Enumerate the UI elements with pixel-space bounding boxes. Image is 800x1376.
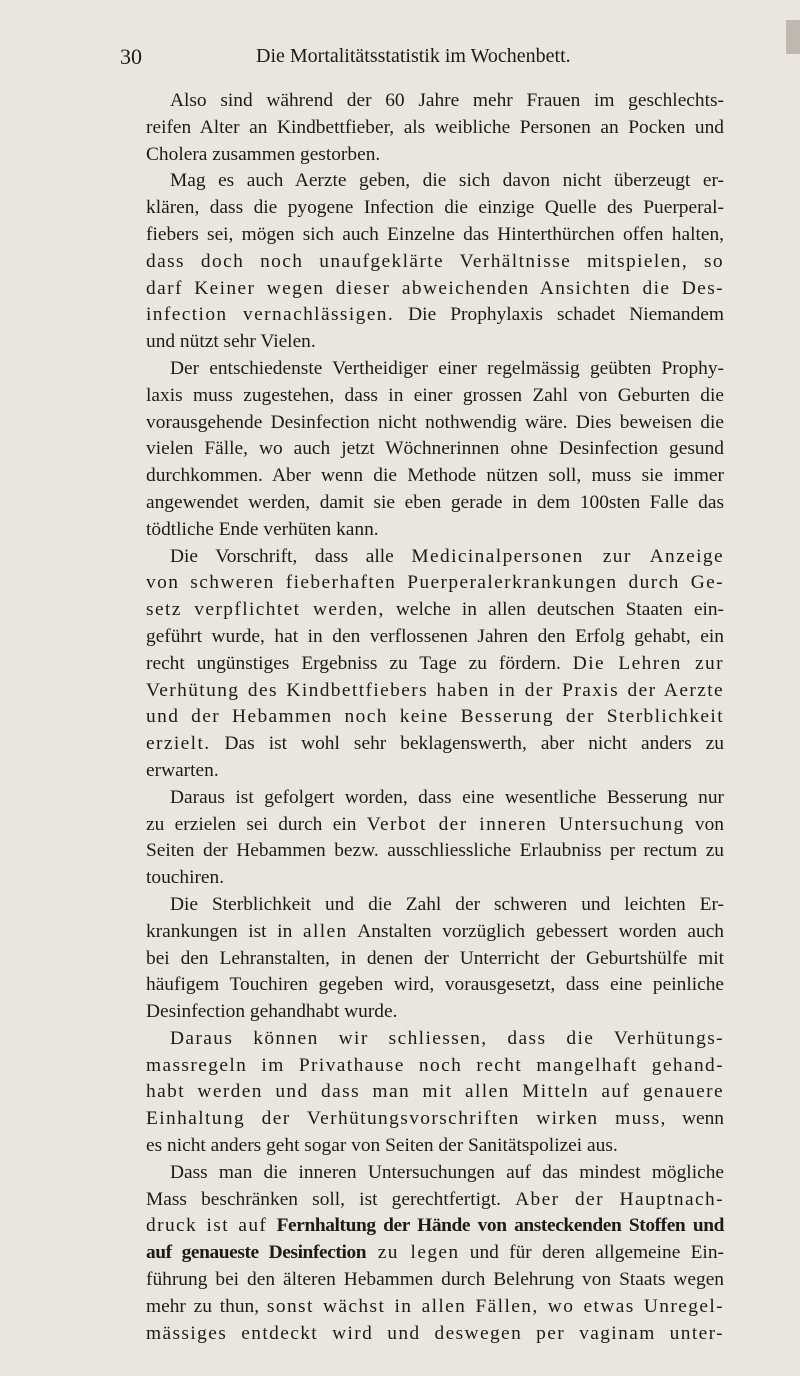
text-segment: touchiren. xyxy=(146,867,225,889)
text-line xyxy=(146,463,724,490)
text-line xyxy=(146,410,724,437)
text-segment: Verbot der inneren Untersuchung xyxy=(366,813,685,835)
text-segment: krankungen ist in xyxy=(146,920,303,942)
text-segment: laxis muss zugestehen, dass in einer grossen Zahl von Geburten die xyxy=(146,384,724,406)
text-line xyxy=(146,544,724,571)
text-segment: vorausgehende Desinfection nicht nothwendig wäre. Dies beweisen die xyxy=(146,411,724,433)
text-segment: mässiges entdeckt wird und deswegen per vaginam unter- xyxy=(146,1322,724,1344)
text-line xyxy=(146,570,724,597)
text-segment: Desinfection gehandhabt wurde. xyxy=(146,1001,398,1023)
text-line xyxy=(146,356,724,383)
text-line xyxy=(146,1160,724,1187)
text-segment: infection vernachlässigen. xyxy=(146,304,395,326)
text-segment: Fernhaltung der Hände von ansteckenden Stoffen und xyxy=(276,1215,724,1237)
text-segment: mehr zu thun, xyxy=(146,1295,267,1317)
text-segment: Mass beschränken soll, ist gerechtfertigt. xyxy=(146,1188,516,1210)
text-line xyxy=(146,1321,724,1348)
text-segment: druck ist auf xyxy=(146,1215,277,1237)
text-line xyxy=(146,517,724,544)
text-line xyxy=(146,222,724,249)
text-segment: Aber der Hauptnach- xyxy=(515,1188,724,1210)
text-segment: es nicht anders geht sogar von Seiten der Sanitätspolizei aus. xyxy=(146,1135,618,1157)
text-segment: geführt wurde, hat in den verflossenen Jahren den Erfolg gehabt, ein xyxy=(146,625,724,647)
text-line xyxy=(146,490,724,517)
text-line xyxy=(146,1240,724,1267)
text-segment: von schweren fieberhaften Puerperalerkrankungen durch Ge- xyxy=(146,572,724,594)
text-segment: Das ist wohl sehr beklagenswerth, aber nicht anders zu xyxy=(210,733,724,755)
text-line xyxy=(146,785,724,812)
text-line xyxy=(146,142,724,169)
text-segment: Die Vorschrift, dass alle xyxy=(170,545,412,567)
text-segment: zu legen xyxy=(366,1242,460,1264)
text-segment: durchkommen. Aber wenn die Methode nützen soll, muss sie immer xyxy=(146,465,724,487)
text-line xyxy=(146,731,724,758)
text-segment: darf Keiner wegen dieser abweichenden Ansichten die Des- xyxy=(146,277,724,299)
text-segment: fiebers sei, mögen sich auch Einzelne das Hinterthürchen offen halten, xyxy=(146,223,724,245)
text-segment: Seiten der Hebammen bezw. ausschliessliche Erlaubniss per rectum zu xyxy=(146,840,724,862)
text-segment: Also sind während der 60 Jahre mehr Frauen im geschlechts- xyxy=(170,90,724,111)
text-segment: reifen Alter an Kindbettfieber, als weibliche Personen an Pocken und xyxy=(146,116,724,138)
text-segment: setz verpflichtet werden, xyxy=(146,599,385,621)
text-line xyxy=(146,865,724,892)
body-text xyxy=(146,88,724,1347)
text-segment: dass doch noch unaufgeklärte Verhältnisse mitspielen, so xyxy=(146,250,724,272)
text-segment: recht ungünstiges Ergebniss zu Tage zu fördern. xyxy=(146,652,573,674)
text-line xyxy=(146,302,724,329)
text-line xyxy=(146,1187,724,1214)
text-line xyxy=(146,249,724,276)
text-segment: Cholera zusammen gestorben. xyxy=(146,143,381,165)
text-line xyxy=(146,972,724,999)
text-segment: welche in allen deutschen Staaten ein- xyxy=(384,599,724,621)
text-line xyxy=(146,758,724,785)
text-segment: Einhaltung der Verhütungsvorschriften wirken muss, xyxy=(146,1108,667,1130)
text-line xyxy=(146,195,724,222)
text-segment: Anstalten vorzüglich gebessert worden auch xyxy=(347,920,725,942)
text-segment: und der Hebammen noch keine Besserung der Sterblichkeit xyxy=(146,706,724,728)
text-segment: Medicinalpersonen zur Anzeige xyxy=(411,545,724,567)
text-line xyxy=(146,919,724,946)
text-segment: und für deren allgemeine Ein- xyxy=(459,1242,724,1264)
text-line xyxy=(146,1133,724,1160)
text-line xyxy=(146,597,724,624)
text-segment: wenn xyxy=(666,1108,724,1130)
text-line xyxy=(146,624,724,651)
text-segment: tödtliche Ende verhüten kann. xyxy=(146,518,379,540)
text-line xyxy=(146,276,724,303)
text-segment: Daraus ist gefolgert worden, dass eine wesentliche Besserung nur xyxy=(170,786,724,808)
text-segment: habt werden und dass man mit allen Mitteln auf genauere xyxy=(146,1081,724,1103)
text-line xyxy=(146,946,724,973)
text-segment: auf genaueste Desinfection xyxy=(146,1242,367,1264)
text-segment: Daraus können wir schliessen, dass die Verhütungs- xyxy=(170,1027,724,1049)
text-segment: angewendet werden, damit sie eben gerade in dem 100sten Falle das xyxy=(146,491,724,513)
text-segment: zu erzielen sei durch ein xyxy=(146,813,367,835)
text-segment: vielen Fälle, wo auch jetzt Wöchnerinnen ohne Desinfection gesund xyxy=(146,438,724,460)
text-line xyxy=(146,1053,724,1080)
text-segment: Mag es auch Aerzte geben, die sich davon nicht überzeugt er- xyxy=(170,170,724,192)
text-segment: führung bei den älteren Hebammen durch Belehrung von Staats wegen xyxy=(146,1269,724,1291)
text-line xyxy=(146,1079,724,1106)
text-line xyxy=(146,1106,724,1133)
text-line xyxy=(146,1294,724,1321)
text-line xyxy=(146,168,724,195)
page-number: 30 xyxy=(120,44,142,69)
text-line xyxy=(146,678,724,705)
text-segment: Dass man die inneren Untersuchungen auf das mindest mögliche xyxy=(170,1161,724,1183)
text-line xyxy=(146,1026,724,1053)
text-segment: sonst wächst in allen Fällen, wo etwas Unregel- xyxy=(266,1295,724,1317)
text-segment: Die Lehren zur xyxy=(572,652,724,674)
text-line xyxy=(146,1213,724,1240)
text-line xyxy=(146,812,724,839)
text-segment: erzielt. xyxy=(146,733,211,755)
text-segment: und nützt sehr Vielen. xyxy=(146,331,316,353)
text-segment: Die Sterblichkeit und die Zahl der schweren und leichten Er- xyxy=(170,893,724,915)
text-line xyxy=(146,838,724,865)
text-segment: Der entschiedenste Vertheidiger einer regelmässig geübten Prophy- xyxy=(170,357,724,379)
text-segment: Die Prophylaxis schadet Niemandem xyxy=(394,304,724,326)
text-line xyxy=(146,999,724,1026)
text-segment: allen xyxy=(302,920,348,942)
text-line xyxy=(146,88,724,115)
text-line xyxy=(146,704,724,731)
page-edge-shadow xyxy=(786,20,800,54)
text-line xyxy=(146,892,724,919)
text-segment: Verhütung des Kindbettfiebers haben in der Praxis der Aerzte xyxy=(146,679,724,701)
text-segment: von xyxy=(684,813,724,835)
page-header xyxy=(120,44,740,74)
text-segment: erwarten. xyxy=(146,759,219,781)
text-segment: klären, dass die pyogene Infection die einzige Quelle des Puerperal- xyxy=(146,197,724,219)
running-title: Die Mortalitätsstatistik im Wochenbett. xyxy=(256,45,571,67)
text-line xyxy=(146,1267,724,1294)
text-segment: massregeln im Privathause noch recht mangelhaft gehand- xyxy=(146,1054,724,1076)
text-line xyxy=(146,115,724,142)
text-line xyxy=(146,651,724,678)
text-line xyxy=(146,383,724,410)
text-line xyxy=(146,329,724,356)
text-segment: häufigem Touchiren gegeben wird, vorausgesetzt, dass eine peinliche xyxy=(146,974,724,996)
text-segment: bei den Lehranstalten, in denen der Unterricht der Geburtshülfe mit xyxy=(146,947,724,969)
text-line xyxy=(146,436,724,463)
